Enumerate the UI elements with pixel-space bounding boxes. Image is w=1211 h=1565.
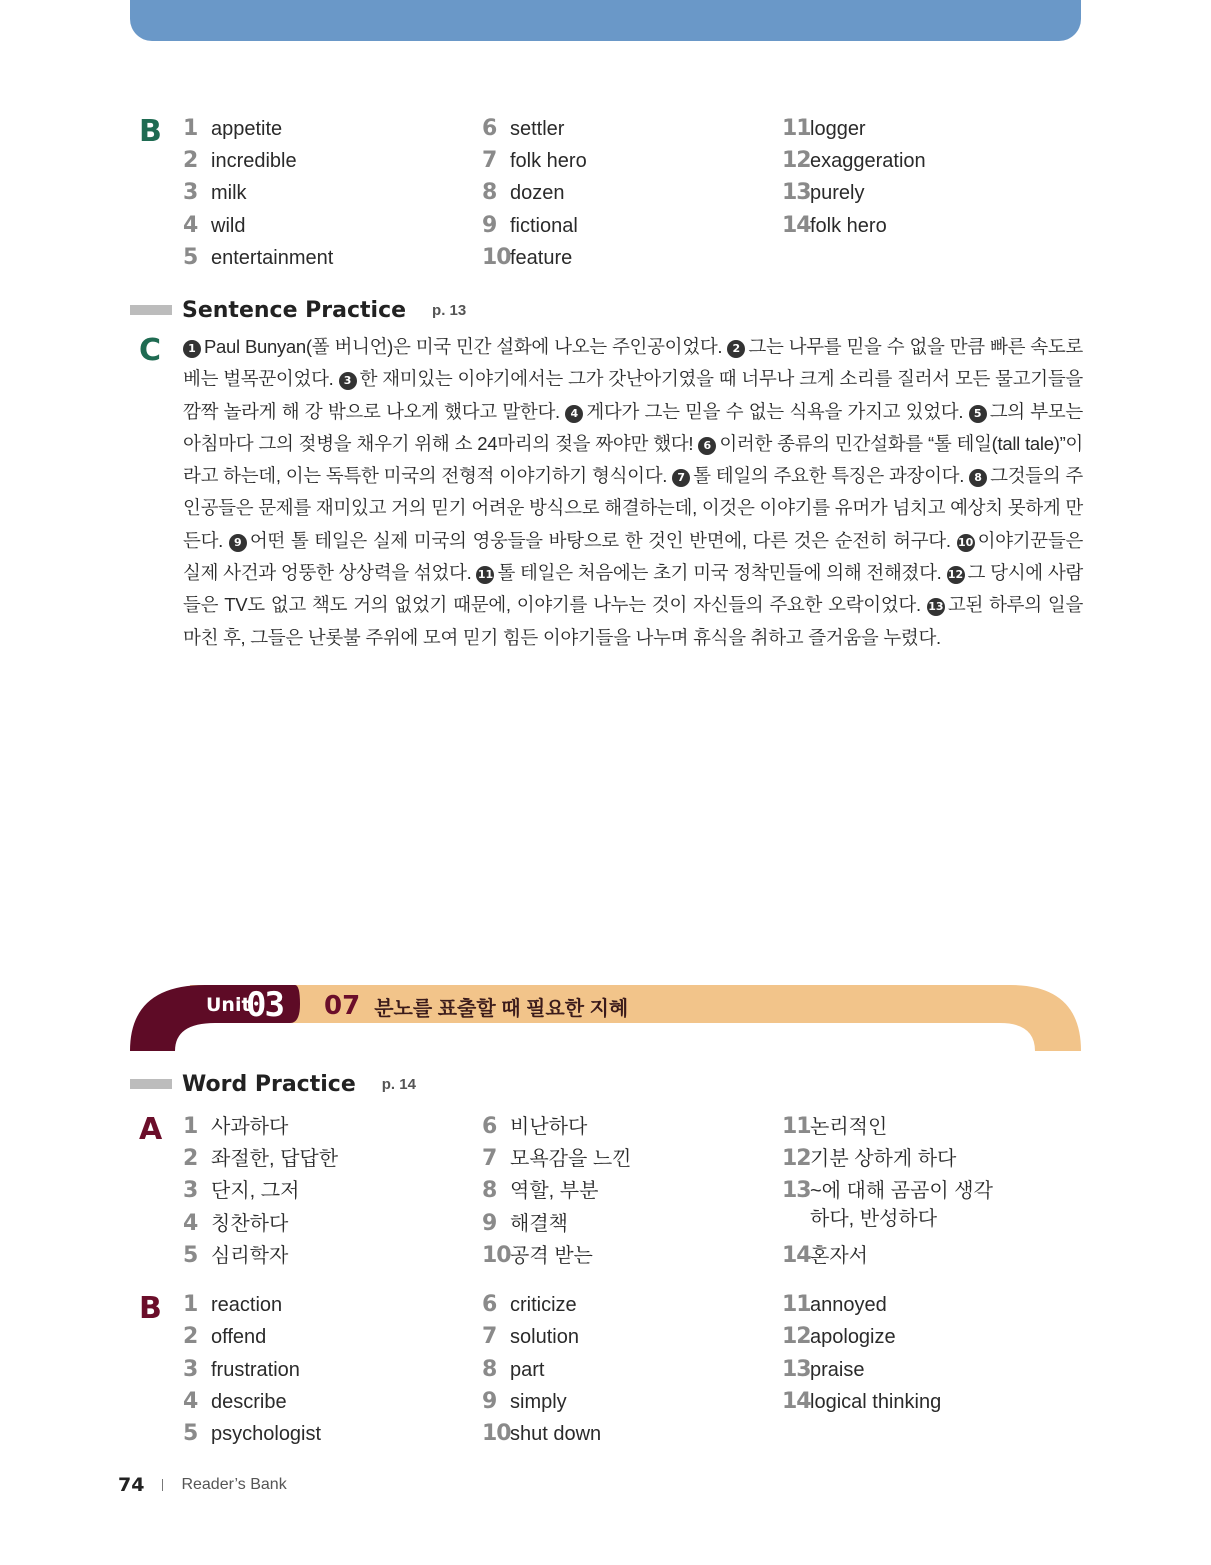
item-text: psychologist xyxy=(211,1423,322,1445)
item-number: 13 xyxy=(782,1357,811,1382)
list-item xyxy=(482,1293,577,1317)
item-number: 9 xyxy=(482,1211,498,1236)
sentence-text: 게다가 그는 믿을 수 없는 식욕을 가지고 있었다. xyxy=(586,400,964,422)
sentence-number-badge: 8 xyxy=(969,469,987,487)
list-item xyxy=(482,246,572,270)
list-item xyxy=(782,181,864,205)
sentence-number-badge: 13 xyxy=(927,598,945,616)
item-text: 비난하다 xyxy=(510,1116,588,1138)
item-number: 2 xyxy=(183,1324,199,1349)
list-item xyxy=(482,1212,568,1236)
heading-bar xyxy=(130,1079,172,1089)
item-text: 혼자서 xyxy=(810,1245,868,1267)
sentence-practice-heading xyxy=(130,295,466,325)
list-item xyxy=(782,1115,887,1139)
item-number: 4 xyxy=(183,213,199,238)
item-text: criticize xyxy=(510,1294,577,1316)
item-text: apologize xyxy=(810,1326,896,1348)
item-text: logical thinking xyxy=(810,1391,942,1413)
item-text: solution xyxy=(510,1326,579,1348)
list-item xyxy=(782,1358,864,1382)
page-number: 74 xyxy=(118,1474,145,1496)
item-number: 3 xyxy=(183,180,199,205)
item-text: logger xyxy=(810,118,866,140)
item-number: 5 xyxy=(183,1421,199,1446)
item-number: 8 xyxy=(482,180,498,205)
sentence-number-badge: 2 xyxy=(727,340,745,358)
list-item xyxy=(183,1293,282,1317)
list-item xyxy=(782,149,926,173)
list-item xyxy=(482,1358,544,1382)
item-text: 심리학자 xyxy=(211,1245,289,1267)
sentence-number-badge: 12 xyxy=(947,566,965,584)
section-a-letter: A xyxy=(139,1112,163,1147)
item-text: simply xyxy=(510,1391,567,1413)
sentence-number-badge: 10 xyxy=(957,534,975,552)
list-item xyxy=(183,181,247,205)
item-text: folk hero xyxy=(810,215,887,237)
list-item xyxy=(482,1325,579,1349)
item-number: 6 xyxy=(482,1292,498,1317)
item-text: 사과하다 xyxy=(211,1116,289,1138)
sentence-number-badge: 3 xyxy=(339,372,357,390)
item-number: 1 xyxy=(183,1292,199,1317)
item-number: 10 xyxy=(482,245,511,270)
list-item xyxy=(183,1147,338,1171)
item-text: purely xyxy=(810,182,865,204)
item-number: 13 xyxy=(782,180,811,205)
item-text: incredible xyxy=(211,150,297,172)
item-number: 10 xyxy=(482,1421,511,1446)
heading-title: Sentence Practice xyxy=(182,297,407,323)
list-item xyxy=(482,1147,631,1171)
list-item xyxy=(482,149,587,173)
item-number: 14 xyxy=(782,1389,811,1414)
item-text: 좌절한, 답답한 xyxy=(211,1148,339,1170)
list-item xyxy=(782,1244,868,1268)
section-b1-letter: B xyxy=(139,114,162,149)
item-text: offend xyxy=(211,1326,267,1348)
list-item xyxy=(482,1422,601,1446)
item-text: settler xyxy=(510,118,565,140)
item-text: fictional xyxy=(510,215,578,237)
item-number: 8 xyxy=(482,1357,498,1382)
list-item xyxy=(183,214,245,238)
list-item xyxy=(782,1293,887,1317)
list-item xyxy=(183,149,297,173)
sentence-text: 그것들의 주인공들은 문제를 재미있고 거의 믿기 어려운 방식으로 해결하는데, 이것은 이야기를 유머가 넘치고 예상치 못하게 만든다. xyxy=(183,465,1084,551)
sentence-text: 그의 부모는 아침마다 그의 젖병을 채우기 위해 소 24마리의 젖을 짜야만 했다! xyxy=(183,400,1083,454)
heading-page: p. 13 xyxy=(432,301,467,319)
heading-page: p. 14 xyxy=(381,1075,416,1093)
item-text: ~에 대해 곰곰이 생각하다, 반성하다 xyxy=(810,1180,993,1230)
item-text: frustration xyxy=(211,1359,300,1381)
heading-bar xyxy=(130,305,172,315)
item-number: 13 xyxy=(782,1178,811,1203)
item-text: reaction xyxy=(211,1294,283,1316)
book-name: Reader’s Bank xyxy=(181,1476,287,1493)
item-text: feature xyxy=(510,247,573,269)
sentence-text: 톨 테일의 주요한 특징은 과장이다. xyxy=(693,465,965,487)
item-number: 7 xyxy=(482,1324,498,1349)
sentence-text: 그는 나무를 믿을 수 없을 만큼 빠른 속도로 베는 벌목꾼이었다. xyxy=(183,336,1083,390)
item-text: 칭찬하다 xyxy=(211,1213,289,1235)
item-text: exaggeration xyxy=(810,150,926,172)
list-item xyxy=(782,1390,941,1414)
item-text: 역할, 부분 xyxy=(510,1180,599,1202)
sentence-text: 고된 하루의 일을 마친 후, 그들은 난롯불 주위에 모여 믿기 힘든 이야기들을 나누며 휴식을 취하고 즐거움을 누렸다. xyxy=(183,594,1084,648)
lesson-title-group xyxy=(324,990,628,1022)
sentence-text: 한 재미있는 이야기에서는 그가 갓난아기였을 때 너무나 크게 소리를 질러서 모든 물고기들을 깜짝 놀라게 해 강 밖으로 나오게 했다고 말한다. xyxy=(183,368,1084,422)
item-number: 11 xyxy=(782,116,811,141)
item-text: dozen xyxy=(510,182,565,204)
list-item xyxy=(183,1115,288,1139)
page-footer xyxy=(118,1474,287,1496)
item-number: 1 xyxy=(183,116,199,141)
list-item xyxy=(782,1325,896,1349)
item-number: 4 xyxy=(183,1211,199,1236)
sentence-text: 그 당시에 사람들은 TV도 없고 책도 거의 없었기 때문에, 이야기를 나누는 것이 자신들의 주요한 오락이었다. xyxy=(183,562,1083,616)
list-item xyxy=(482,1115,587,1139)
top-banner xyxy=(130,0,1081,41)
item-number: 3 xyxy=(183,1178,199,1203)
item-number: 5 xyxy=(183,1243,199,1268)
list-item xyxy=(782,214,887,238)
item-text: 모욕감을 느낀 xyxy=(510,1148,632,1170)
sentence-paragraph xyxy=(183,331,1083,654)
item-text: wild xyxy=(211,215,246,237)
sentence-number-badge: 6 xyxy=(698,437,716,455)
list-item xyxy=(782,1179,1012,1233)
item-number: 10 xyxy=(482,1243,511,1268)
footer-divider xyxy=(162,1479,163,1491)
list-item xyxy=(183,1179,299,1203)
list-item xyxy=(183,246,333,270)
sentence-text: 톨 테일은 처음에는 초기 미국 정착민들에 의해 전해졌다. xyxy=(497,562,942,584)
sentence-number-badge: 4 xyxy=(565,405,583,423)
list-item xyxy=(183,1390,287,1414)
sentence-number-badge: 5 xyxy=(969,405,987,423)
item-text: annoyed xyxy=(810,1294,887,1316)
sentence-text: 이러한 종류의 민간설화를 “톨 테일(tall tale)”이라고 하는데, 이는 독특한 미국의 전형적 이야기하기 형식이다. xyxy=(183,432,1083,487)
list-item xyxy=(482,214,578,238)
word-practice-heading xyxy=(130,1069,416,1099)
item-number: 4 xyxy=(183,1389,199,1414)
item-number: 9 xyxy=(482,1389,498,1414)
item-number: 12 xyxy=(782,1146,811,1171)
heading-title: Word Practice xyxy=(182,1071,356,1097)
item-number: 7 xyxy=(482,148,498,173)
list-item xyxy=(183,1244,288,1268)
item-text: 단지, 그저 xyxy=(211,1180,300,1202)
list-item xyxy=(183,1422,321,1446)
item-number: 12 xyxy=(782,148,811,173)
item-number: 5 xyxy=(183,245,199,270)
section-c-letter: C xyxy=(139,333,162,368)
sentence-text: 어떤 톨 테일은 실제 미국의 영웅들을 바탕으로 한 것인 반면에, 다른 것은 순전히 허구다. xyxy=(249,529,951,551)
item-number: 11 xyxy=(782,1292,811,1317)
unit-label: Unit xyxy=(206,994,251,1016)
list-item xyxy=(183,1325,266,1349)
item-text: part xyxy=(510,1359,545,1381)
list-item xyxy=(782,1147,956,1171)
sentence-number-badge: 7 xyxy=(672,469,690,487)
lesson-number: 07 xyxy=(324,991,361,1021)
item-number: 6 xyxy=(482,116,498,141)
item-text: 공격 받는 xyxy=(510,1245,593,1267)
unit-number: 03 xyxy=(246,985,283,1025)
list-item xyxy=(482,1179,598,1203)
list-item xyxy=(482,181,565,205)
item-number: 9 xyxy=(482,213,498,238)
list-item xyxy=(183,117,282,141)
item-number: 14 xyxy=(782,1243,811,1268)
sentence-text: Paul Bunyan(폴 버니언)은 미국 민간 설화에 나오는 주인공이었다. xyxy=(204,336,723,357)
list-item xyxy=(482,1244,593,1268)
item-text: folk hero xyxy=(510,150,587,172)
item-number: 8 xyxy=(482,1178,498,1203)
section-b2-letter: B xyxy=(139,1291,162,1326)
item-text: shut down xyxy=(510,1423,602,1445)
item-number: 1 xyxy=(183,1114,199,1139)
lesson-title: 분노를 표출할 때 필요한 지혜 xyxy=(374,997,629,1020)
item-number: 6 xyxy=(482,1114,498,1139)
list-item xyxy=(482,117,564,141)
item-text: praise xyxy=(810,1359,865,1381)
list-item xyxy=(183,1212,288,1236)
item-number: 2 xyxy=(183,1146,199,1171)
item-number: 12 xyxy=(782,1324,811,1349)
item-text: 기분 상하게 하다 xyxy=(810,1148,957,1170)
sentence-number-badge: 9 xyxy=(229,534,247,552)
item-number: 14 xyxy=(782,213,811,238)
item-text: describe xyxy=(211,1391,287,1413)
item-text: 해결책 xyxy=(510,1213,568,1235)
item-text: milk xyxy=(211,182,247,204)
list-item xyxy=(782,117,866,141)
sentence-number-badge: 11 xyxy=(476,566,494,584)
list-item xyxy=(183,1358,300,1382)
item-number: 11 xyxy=(782,1114,811,1139)
item-number: 3 xyxy=(183,1357,199,1382)
item-number: 7 xyxy=(482,1146,498,1171)
item-number: 2 xyxy=(183,148,199,173)
sentence-text: 이야기꾼들은 실제 사건과 엉뚱한 상상력을 섞었다. xyxy=(183,529,1084,584)
list-item xyxy=(482,1390,567,1414)
item-text: entertainment xyxy=(211,247,334,269)
item-text: appetite xyxy=(211,118,283,140)
sentence-number-badge: 1 xyxy=(183,340,201,358)
item-text: 논리적인 xyxy=(810,1116,888,1138)
